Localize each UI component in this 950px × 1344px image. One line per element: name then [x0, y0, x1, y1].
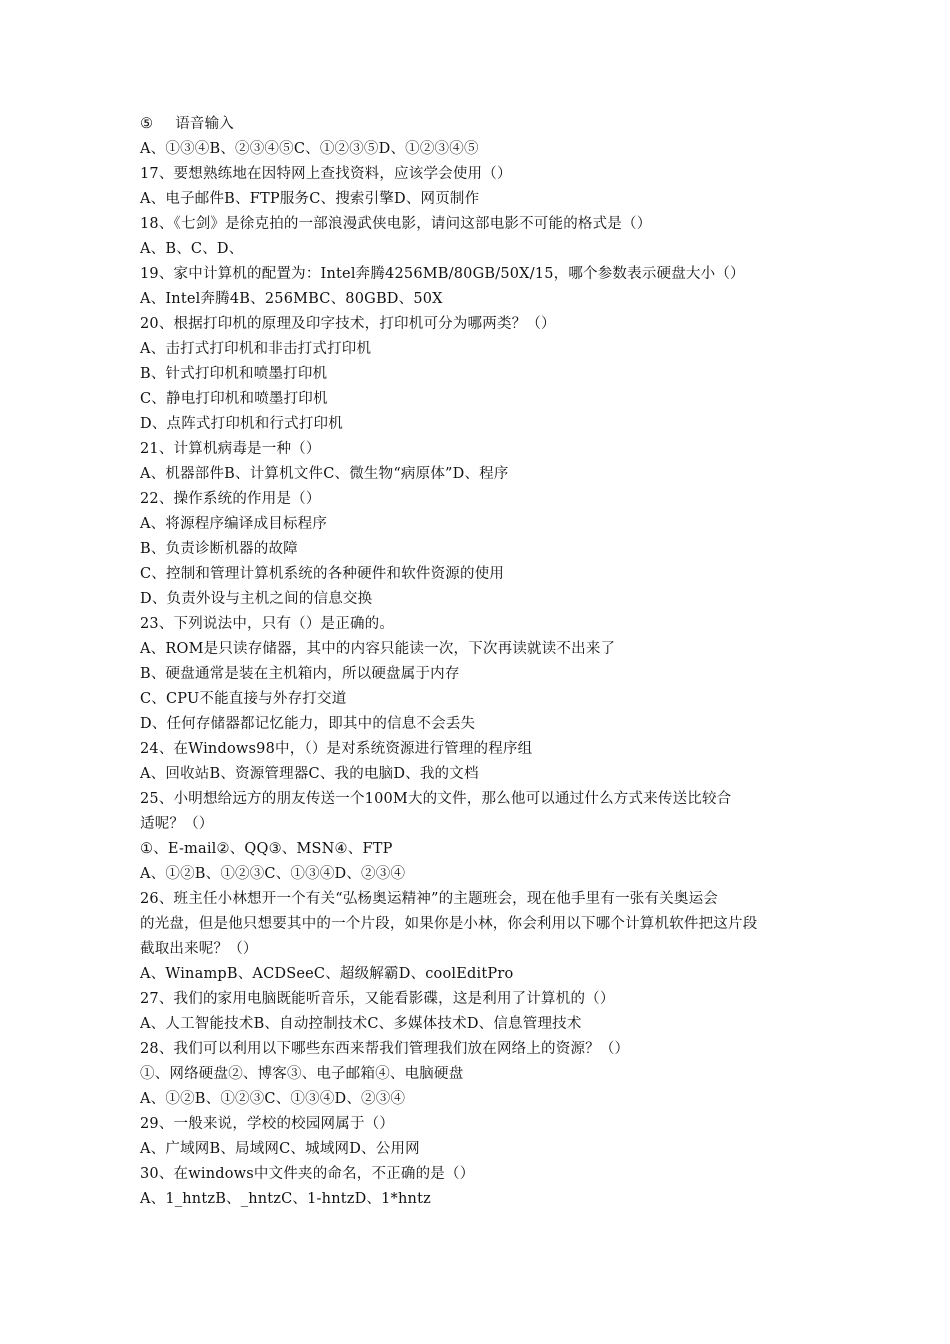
text-line: ①、网络硬盘②、博客③、电子邮箱④、电脑硬盘 [140, 1066, 464, 1082]
text-line: D、负责外设与主机之间的信息交换 [140, 591, 373, 607]
text-line: 23、下列说法中，只有（）是正确的。 [140, 616, 395, 632]
text-line: 17、要想熟练地在因特网上查找资料，应该学会使用（） [140, 166, 512, 182]
text-line: 27、我们的家用电脑既能听音乐，又能看影碟，这是利用了计算机的（） [140, 991, 615, 1007]
text-line: A、回收站B、资源管理器C、我的电脑D、我的文档 [140, 766, 479, 782]
text-line: A、人工智能技术B、自动控制技术C、多媒体技术D、信息管理技术 [140, 1016, 582, 1032]
text-line: A、①②B、①②③C、①③④D、②③④ [140, 866, 406, 882]
text-line: A、WinampB、ACDSeeC、超级解霸D、coolEditPro [140, 966, 514, 982]
option-marker: ⑤ [140, 116, 154, 132]
text-line: 29、一般来说，学校的校园网属于（） [140, 1116, 395, 1132]
text-line: D、任何存储器都记忆能力，即其中的信息不会丢失 [140, 716, 476, 732]
text-line: ①、E-mail②、QQ③、MSN④、FTP [140, 841, 393, 857]
text-line: B、针式打印机和喷墨打印机 [140, 366, 328, 382]
text-line: C、控制和管理计算机系统的各种硬件和软件资源的使用 [140, 566, 505, 582]
text-line: 22、操作系统的作用是（） [140, 491, 321, 507]
text-line: 30、在windows中文件夹的命名，不正确的是（） [140, 1166, 475, 1182]
text-line: A、Intel奔腾4B、256MBC、80GBD、50X [140, 291, 443, 307]
text-line: 19、家中计算机的配置为：Intel奔腾4256MB/80GB/50X/15，哪个参数表示硬盘大小（） [140, 266, 745, 282]
text-line: D、点阵式打印机和行式打印机 [140, 416, 343, 432]
text-line: A、电子邮件B、FTP服务C、搜索引擎D、网页制作 [140, 191, 480, 207]
text-line: 21、计算机病毒是一种（） [140, 441, 321, 457]
text-line: 适呢？（） [140, 816, 214, 832]
option-text: 语音输入 [175, 116, 235, 132]
text-line: B、硬盘通常是装在主机箱内，所以硬盘属于内存 [140, 666, 460, 682]
text-line: A、①②B、①②③C、①③④D、②③④ [140, 1091, 406, 1107]
text-line: 的光盘，但是他只想要其中的一个片段，如果你是小林，你会利用以下哪个计算机软件把这片段 [140, 916, 758, 932]
text-line: A、击打式打印机和非击打式打印机 [140, 341, 372, 357]
text-line: A、①③④B、②③④⑤C、①②③⑤D、①②③④⑤ [140, 141, 479, 157]
text-line: 24、在Windows98中，（）是对系统资源进行管理的程序组 [140, 741, 533, 757]
text-line: 20、根据打印机的原理及印字技术，打印机可分为哪两类？（） [140, 316, 556, 332]
question-list [140, 137, 840, 1212]
option-line-5 [140, 112, 840, 137]
text-line: A、1_hntzB、_hntzC、1-hntzD、1*hntz [140, 1191, 431, 1207]
text-line: A、机器部件B、计算机文件C、微生物“病原体”D、程序 [140, 466, 509, 482]
text-line: A、B、C、D、 [140, 241, 244, 257]
text-line: 26、班主任小林想开一个有关“弘杨奥运精神”的主题班会，现在他手里有一张有关奥运会 [140, 891, 718, 907]
text-line: 28、我们可以利用以下哪些东西来帮我们管理我们放在网络上的资源？（） [140, 1041, 630, 1057]
text-line: 18、《七剑》是徐克拍的一部浪漫武侠电影，请问这部电影不可能的格式是（） [140, 216, 652, 232]
text-line: B、负责诊断机器的故障 [140, 541, 298, 557]
text-line: C、静电打印机和喷墨打印机 [140, 391, 328, 407]
text-line: A、广域网B、局域网C、城域网D、公用网 [140, 1141, 420, 1157]
text-line: 截取出来呢？（） [140, 941, 258, 957]
text-line: 25、小明想给远方的朋友传送一个100M大的文件，那么他可以通过什么方式来传送比较合 [140, 791, 732, 807]
text-line: A、将源程序编译成目标程序 [140, 516, 328, 532]
text-line: A、ROM是只读存储器，其中的内容只能读一次，下次再读就读不出来了 [140, 641, 616, 657]
document-page [140, 112, 840, 1212]
text-line: C、CPU不能直接与外存打交道 [140, 691, 347, 707]
